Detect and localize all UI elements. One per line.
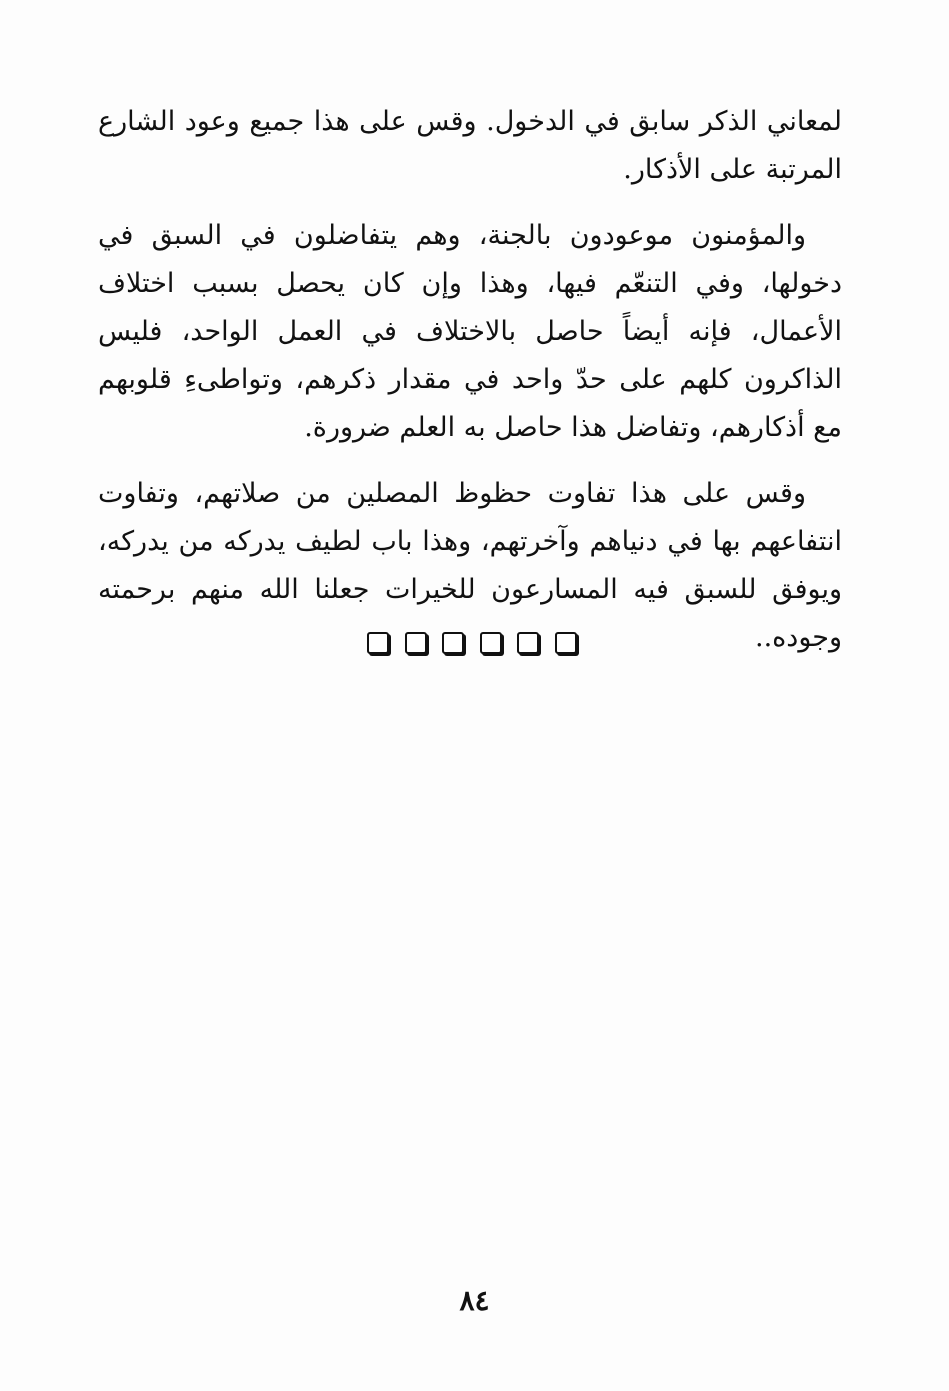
body-text [98, 98, 842, 680]
square-ornament-icon [405, 632, 427, 654]
square-ornament-icon [517, 632, 539, 654]
square-ornament-icon [480, 632, 502, 654]
paragraph-3: وقس على هذا تفاوت حظوظ المصلين من صلاتهم، وتفاوت انتفاعهم بها في دنياهم وآخرتهم، وهذا باب لطيف يدركه من يدركه، ويوفق للسبق فيه المسارعون للخيرات جعلنا الله منهم برحمته وجوده.. [98, 478, 842, 653]
square-ornament-icon [555, 632, 577, 654]
square-ornament-icon [442, 632, 464, 654]
square-ornament-icon [367, 632, 389, 654]
section-divider-ornament [367, 628, 577, 658]
page-number: ٨٤ [459, 1284, 490, 1317]
paragraph-2: والمؤمنون موعودون بالجنة، وهم يتفاضلون في السبق في دخولها، وفي التنعّم فيها، وهذا وإن كان يحصل بسبب اختلاف الأعمال، فإنه أيضاً حاصل بالاختلاف في العمل الواحد، فليس الذاكرون كلهم على حدّ واحد في مقدار ذكرهم، وتواطىءِ قلوبهم مع أذكارهم، وتفاضل هذا حاصل به العلم ضرورة. [98, 220, 842, 443]
paragraph-1: لمعاني الذكر سابق في الدخول. وقس على هذا جميع وعود الشارع المرتبة على الأذكار. [98, 106, 842, 185]
